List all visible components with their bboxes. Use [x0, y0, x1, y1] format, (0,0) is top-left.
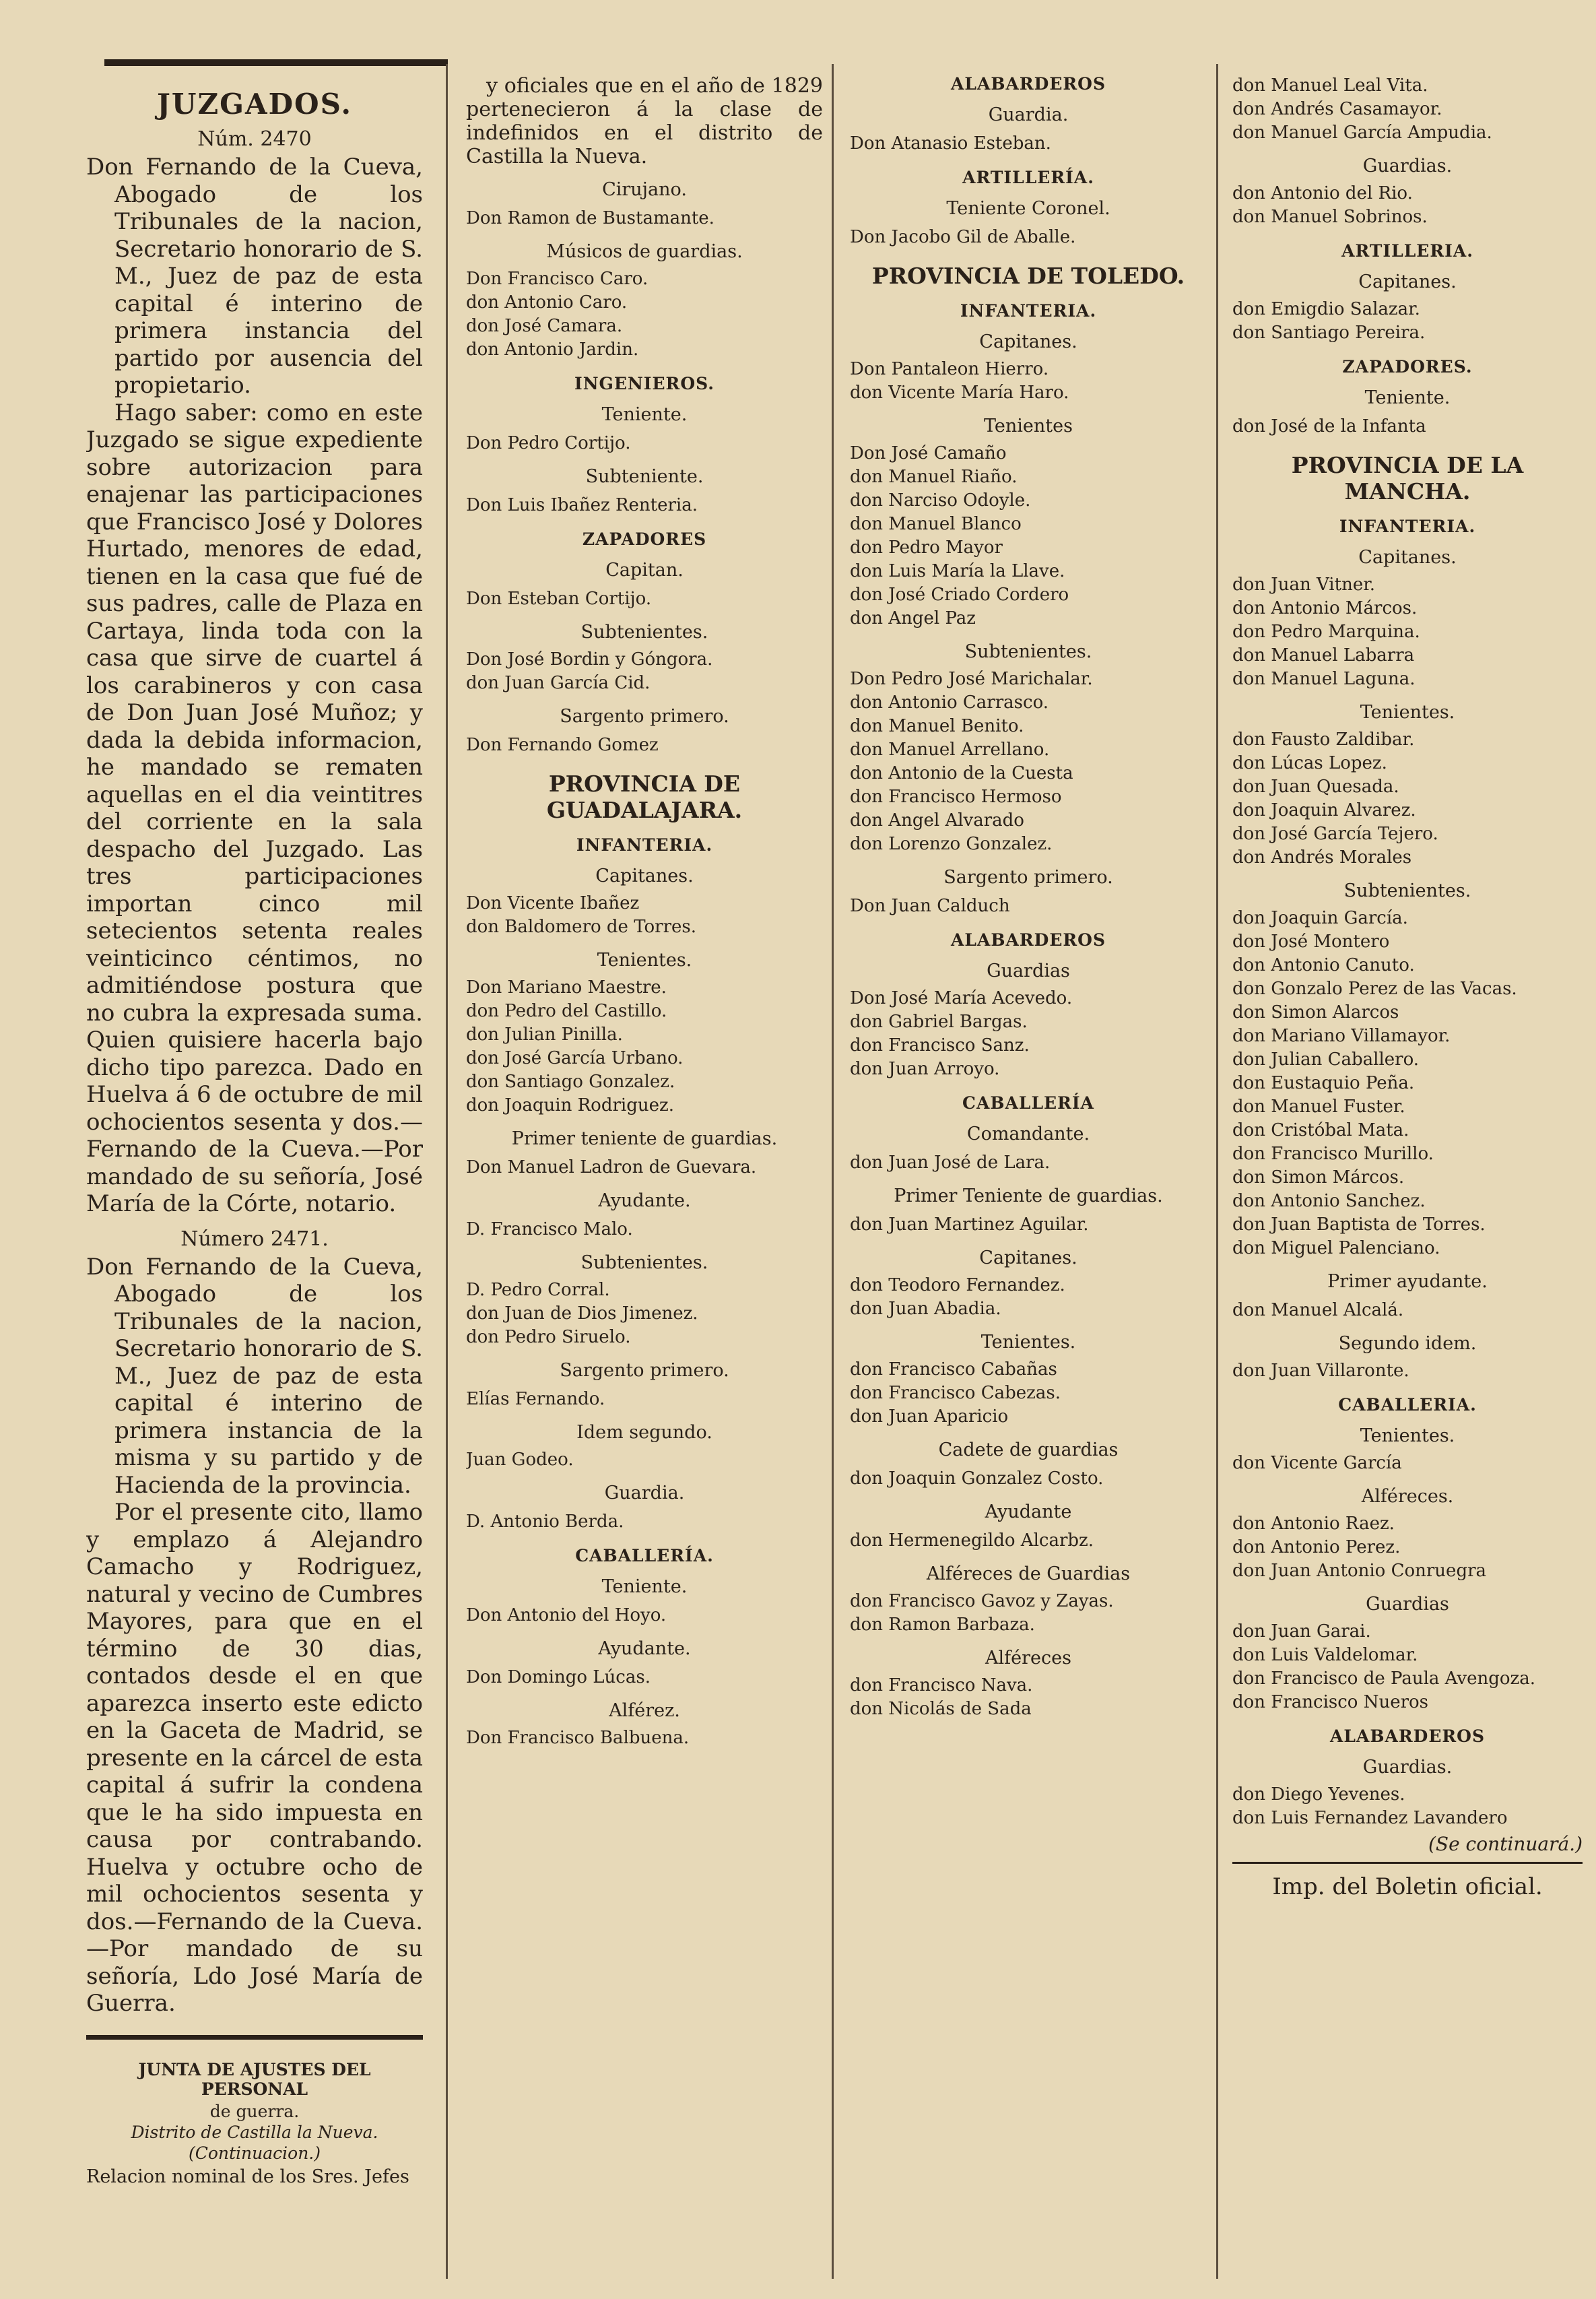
officer-name: Don Pedro José Marichalar. [850, 669, 1093, 689]
officer-name: don Andrés Casamayor. [1232, 99, 1442, 119]
corps-heading: INFANTERIA. [576, 835, 713, 855]
officer-name: don Antonio Canuto. [1232, 955, 1415, 975]
rank-heading: Sargento primero. [560, 706, 729, 727]
officer-name: Don Juan Calduch [850, 896, 1010, 916]
continuation-note: (Se continuará.) [1428, 1833, 1583, 1855]
officer-name: don Francisco Nava. [850, 1675, 1033, 1695]
rank-heading: Capitanes. [979, 1248, 1077, 1268]
rank-heading: Idem segundo. [576, 1422, 712, 1443]
officer-name: Don Pantaleon Hierro. [850, 359, 1049, 379]
officer-name: Don Mariano Maestre. [466, 977, 667, 998]
officer-name: don Andrés Morales [1232, 847, 1412, 868]
officer-name: don Simon Márcos. [1232, 1167, 1405, 1188]
officer-name: don José García Tejero. [1232, 824, 1438, 844]
officer-name: don Antonio Raez. [1232, 1514, 1395, 1534]
column-rule [1216, 64, 1218, 2279]
officer-name: Don Jacobo Gil de Aballe. [850, 227, 1076, 247]
rank-heading: Tenientes. [1360, 1425, 1455, 1446]
province-heading: PROVINCIA DE LA MANCHA. [1291, 452, 1524, 505]
corps-heading: ALABARDEROS [1329, 1726, 1486, 1746]
officer-name: don Luis Fernandez Lavandero [1232, 1808, 1508, 1828]
officer-name: don Antonio Márcos. [1232, 598, 1418, 618]
rank-heading: Guardias [1366, 1594, 1449, 1615]
officer-name: don Emigdio Salazar. [1232, 299, 1420, 319]
officer-name: Juan Godeo. [466, 1450, 574, 1470]
corps-heading: CABALLERÍA. [575, 1546, 714, 1565]
rank-heading: Teniente Coronel. [946, 198, 1110, 219]
officer-name: don José Camara. [466, 316, 623, 336]
rank-heading: Subtenientes. [580, 622, 708, 643]
officer-name: don Manuel Blanco [850, 514, 1022, 534]
rank-heading: Sargento primero. [943, 867, 1113, 888]
officer-name: don Pedro Mayor [850, 538, 1003, 558]
rank-heading: Capitanes. [595, 866, 694, 886]
officer-name: don Joaquin Gonzalez Costo. [850, 1468, 1104, 1489]
officer-name: don Francisco Cabezas. [850, 1383, 1061, 1403]
rank-heading: Primer Teniente de guardias. [894, 1186, 1163, 1206]
section-rule [86, 2035, 423, 2040]
rank-heading: Ayudante. [598, 1190, 691, 1211]
officer-name: don Santiago Pereira. [1232, 323, 1426, 343]
officer-name: don Juan de Dios Jimenez. [466, 1303, 698, 1324]
junta-title: JUNTA DE AJUSTES DEL PERSONAL [138, 2059, 371, 2099]
officer-name: don Juan Abadia. [850, 1299, 1001, 1319]
junta-district: Distrito de Castilla la Nueva. [131, 2122, 378, 2142]
officer-name: don Juan Baptista de Torres. [1232, 1215, 1486, 1235]
corps-heading: ARTILLERIA. [1341, 241, 1473, 261]
rank-heading: Tenientes. [980, 1332, 1076, 1353]
officer-name: D. Pedro Corral. [466, 1280, 610, 1300]
corps-heading: CABALLERIA. [1338, 1395, 1477, 1415]
province-heading: PROVINCIA DE TOLEDO. [871, 263, 1185, 289]
corps-heading: ALABARDEROS [950, 930, 1106, 950]
officer-name: don Francisco Cabañas [850, 1359, 1057, 1380]
edict-body: Por el presente cito, llamo y emplazo á Alejandro Camacho y Rodriguez, natural y vecino de Cumbres Mayores, para que en el término de 30 dias, contados desde el en que aparezca inserto este edicto en la Gaceta de Madrid, se presente en la cárcel de esta capital á sufrir la condena que le ha sido impuesta en causa por contrabando. Huelva y octubre ocho de mil ochocientos sesenta y dos.—Fernando de la Cueva.—Por mandado de su señoría, Ldo José María de Guerra. [86, 1499, 423, 2017]
rank-heading: Tenientes. [1360, 702, 1455, 723]
intro-text: y oficiales que en el año de 1829 pertenecieron á la clase de indefinidos en el distrito de Castilla la Nueva. [466, 74, 823, 168]
officer-name: don José Montero [1232, 932, 1390, 952]
officer-name: don Antonio de la Cuesta [850, 763, 1073, 783]
officer-name: D. Francisco Malo. [466, 1219, 633, 1239]
edict-body: Hago saber: como en este Juzgado se sigue expediente sobre autorizacion para enajenar las participaciones que Francisco José y Dolores Hurtado, menores de edad, tienen en la casa que fué de sus padres, calle de Plaza en Cartaya, linda toda con la casa que sirve de cuartel á los carabineros y con casa de Don Juan José Muñoz; y dada la debida informacion, he mandado se rematen aquellas en el dia veintitres del corriente en la sala despacho del Juzgado. Las tres participaciones importan cinco mil setecientos setenta reales veinticinco céntimos, no admitiéndose postura que no cubra la expresada suma. Quien quisiere hacerla bajo dicho tipo parezca. Dado en Huelva á 6 de octubre de mil ochocientos sesenta y dos.—Fernando de la Cueva.—Por mandado de su señoría, José María de la Córte, notario. [86, 399, 423, 1217]
imprint-rule [1232, 1862, 1583, 1864]
rank-heading: Guardia. [988, 104, 1069, 125]
corps-heading: INGENIEROS. [574, 374, 714, 393]
rank-heading: Alféreces [985, 1648, 1071, 1669]
officer-name: Don José Camaño [850, 443, 1007, 463]
officer-name: don Antonio Sanchez. [1232, 1191, 1426, 1211]
rank-heading: Subtenientes. [1343, 880, 1471, 901]
officer-name: don Antonio Carrasco. [850, 692, 1049, 713]
officer-name: don Luis Valdelomar. [1232, 1645, 1418, 1665]
officer-name: don Joaquin García. [1232, 908, 1408, 928]
edict-number: Número 2471. [180, 1227, 329, 1251]
corps-heading: CABALLERÍA [962, 1093, 1094, 1113]
top-rule [104, 59, 448, 66]
officer-name: don Francisco Sanz. [850, 1035, 1030, 1056]
officer-name: don Manuel Labarra [1232, 645, 1415, 666]
officer-name: don Fausto Zaldibar. [1232, 730, 1415, 750]
province-heading: PROVINCIA DE GUADALAJARA. [546, 771, 743, 823]
officer-name: don Francisco Gavoz y Zayas. [850, 1591, 1114, 1611]
junta-continuation: (Continuacion.) [188, 2143, 321, 2163]
officer-name: don Manuel Laguna. [1232, 669, 1416, 689]
officer-name: don Ramon Barbaza. [850, 1615, 1035, 1635]
officer-name: don Pedro Marquina. [1232, 622, 1420, 642]
officer-name: don Francisco Murillo. [1232, 1144, 1434, 1164]
officer-name: don Angel Paz [850, 608, 976, 628]
edict-heading: Don Fernando de la Cueva, Abogado de los Tribunales de la nacion, Secretario honorario de S. M., Juez de paz de esta capital é interino de primera instancia de la misma y su partido y de Hacienda de la provincia. [86, 1253, 423, 1499]
officer-name: don Antonio del Rio. [1232, 183, 1413, 203]
corps-heading: ARTILLERÍA. [962, 168, 1094, 187]
name-list [466, 267, 823, 362]
rank-heading: Sargento primero. [560, 1360, 729, 1381]
officer-name: Don Esteban Cortijo. [466, 589, 652, 609]
officer-name: Don Fernando Gomez [466, 735, 659, 755]
officer-name: don Manuel Riaño. [850, 467, 1018, 487]
column-4 [1232, 74, 1583, 2286]
section-title: JUZGADOS. [156, 88, 353, 121]
officer-name: don Manuel Arrellano. [850, 740, 1050, 760]
officer-name: don Cristóbal Mata. [1232, 1120, 1409, 1140]
rank-heading: Capitanes. [1358, 547, 1457, 568]
officer-name: Don Atanasio Esteban. [850, 133, 1051, 154]
column-rule [832, 64, 834, 2279]
officer-name: don Eustaquio Peña. [1232, 1073, 1415, 1093]
officer-name: don Juan Vitner. [1232, 575, 1376, 595]
officer-name: don Narciso Odoyle. [850, 490, 1031, 511]
rank-heading: Teniente. [601, 404, 688, 425]
rank-heading: Capitanes. [979, 331, 1077, 352]
officer-name: don Juan Quesada. [1232, 777, 1399, 797]
officer-name: don Juan Villaronte. [1232, 1361, 1409, 1381]
officer-name: Don Antonio del Hoyo. [466, 1605, 667, 1625]
officer-name: don Lorenzo Gonzalez. [850, 834, 1053, 854]
rank-heading: Cirujano. [602, 179, 687, 200]
rank-heading: Primer teniente de guardias. [511, 1128, 778, 1149]
officer-name: don Juan García Cid. [466, 673, 651, 693]
corps-heading: INFANTERIA. [1339, 517, 1476, 536]
officer-name: don Juan Garai. [1232, 1621, 1371, 1642]
officer-name: don José Criado Cordero [850, 585, 1069, 605]
officer-name: Don Ramon de Bustamante. [466, 208, 714, 228]
officer-name: don Manuel Leal Vita. [1232, 75, 1428, 96]
officer-name: don Mariano Villamayor. [1232, 1026, 1451, 1046]
junta-relation: Relacion nominal de los Sres. Jefes [86, 2166, 409, 2187]
column-3 [850, 74, 1207, 2286]
rank-heading: Alférez. [609, 1700, 680, 1721]
junta-subtitle: de guerra. [209, 2101, 300, 2121]
column-rule [446, 64, 448, 2279]
rank-heading: Guardias. [1362, 156, 1453, 176]
officer-name: don Julian Caballero. [1232, 1049, 1420, 1070]
officer-name: don Antonio Jardin. [466, 339, 639, 360]
officer-name: don Lúcas Lopez. [1232, 753, 1387, 773]
officer-name: don Julian Pinilla. [466, 1025, 623, 1045]
rank-heading: Alféreces. [1361, 1486, 1454, 1507]
rank-heading: Guardia. [604, 1483, 685, 1503]
imprint: Imp. del Boletin oficial. [1272, 1873, 1543, 1900]
officer-name: don Pedro del Castillo. [466, 1001, 667, 1021]
rank-heading: Ayudante. [598, 1638, 691, 1659]
column-1 [86, 74, 423, 2286]
rank-heading: Ayudante [985, 1501, 1072, 1522]
officer-name: don Pedro Siruelo. [466, 1327, 631, 1347]
officer-name: don José García Urbano. [466, 1048, 684, 1068]
rank-heading: Teniente. [1364, 387, 1451, 408]
rank-heading: Comandante. [966, 1124, 1090, 1144]
officer-name: don Manuel Fuster. [1232, 1097, 1405, 1117]
officer-name: don Simon Alarcos [1232, 1002, 1399, 1023]
officer-name: don Vicente María Haro. [850, 383, 1069, 403]
officer-name: don Francisco Nueros [1232, 1692, 1429, 1712]
officer-name: don Manuel Alcalá. [1232, 1300, 1404, 1320]
officer-name: don Teodoro Fernandez. [850, 1275, 1065, 1295]
officer-name: don Antonio Caro. [466, 292, 628, 313]
officer-name: don Juan Aparicio [850, 1406, 1009, 1427]
officer-name: Don Pedro Cortijo. [466, 433, 631, 453]
rank-heading: Subtenientes. [580, 1252, 708, 1273]
rank-heading: Subteniente. [585, 466, 704, 487]
officer-name: Elías Fernando. [466, 1389, 605, 1409]
officer-name: don Manuel Sobrinos. [1232, 207, 1428, 227]
rank-heading: Músicos de guardias. [546, 241, 743, 262]
officer-name: don Manuel Benito. [850, 716, 1024, 736]
officer-name: don Hermenegildo Alcarbz. [850, 1530, 1094, 1551]
officer-name: don Francisco Hermoso [850, 787, 1062, 807]
officer-name: don Antonio Perez. [1232, 1537, 1401, 1557]
rank-heading: Tenientes [984, 416, 1073, 436]
officer-name: don Juan Arroyo. [850, 1059, 1000, 1079]
officer-name: Don José María Acevedo. [850, 988, 1073, 1008]
column-2 [466, 74, 823, 2286]
rank-heading: Guardias [987, 961, 1070, 981]
officer-name: don Diego Yevenes. [1232, 1784, 1405, 1805]
officer-name: D. Antonio Berda. [466, 1512, 624, 1532]
corps-heading: ZAPADORES. [1342, 357, 1473, 377]
rank-heading: Segundo idem. [1338, 1333, 1477, 1354]
officer-name: don Nicolás de Sada [850, 1699, 1032, 1719]
rank-heading: Capitanes. [1358, 271, 1457, 292]
rank-heading: Guardias. [1362, 1757, 1453, 1778]
officer-name: don Gabriel Bargas. [850, 1012, 1028, 1032]
officer-name: Don Luis Ibañez Renteria. [466, 495, 698, 515]
corps-heading: ALABARDEROS [950, 74, 1106, 94]
officer-name: Don Manuel Ladron de Guevara. [466, 1157, 757, 1177]
rank-heading: Teniente. [601, 1576, 688, 1597]
officer-name: don Francisco de Paula Avengoza. [1232, 1669, 1535, 1689]
corps-heading: ZAPADORES [582, 529, 707, 549]
officer-name: Don Domingo Lúcas. [466, 1667, 651, 1687]
officer-name: don Luis María la Llave. [850, 561, 1065, 581]
corps-heading: INFANTERIA. [960, 301, 1097, 321]
officer-name: Don Vicente Ibañez [466, 893, 640, 913]
rank-heading: Primer ayudante. [1327, 1271, 1488, 1292]
officer-name: don Juan Antonio Conruegra [1232, 1561, 1487, 1581]
rank-heading: Alféreces de Guardias [926, 1563, 1131, 1584]
officer-name: Don Francisco Balbuena. [466, 1728, 690, 1748]
officer-name: don Miguel Palenciano. [1232, 1238, 1440, 1258]
officer-name: don Baldomero de Torres. [466, 917, 697, 937]
officer-name: don Joaquin Rodriguez. [466, 1095, 674, 1115]
edict-number: Núm. 2470 [197, 127, 312, 151]
officer-name: don José de la Infanta [1232, 416, 1426, 436]
officer-name: don Manuel García Ampudia. [1232, 123, 1492, 143]
rank-heading: Cadete de guardias [938, 1439, 1119, 1460]
officer-name: don Angel Alvarado [850, 810, 1024, 831]
officer-name: Don Francisco Caro. [466, 269, 649, 289]
officer-name: don Joaquin Alvarez. [1232, 800, 1416, 820]
officer-name: don Juan José de Lara. [850, 1153, 1051, 1173]
edict-heading: Don Fernando de la Cueva, Abogado de los Tribunales de la nacion, Secretario honorario de S. M., Juez de paz de esta capital é interino de primera instancia del partido por ausencia del propietario. [86, 154, 423, 399]
officer-name: Don José Bordin y Góngora. [466, 649, 713, 670]
officer-name: don Juan Martinez Aguilar. [850, 1215, 1089, 1235]
officer-name: don Gonzalo Perez de las Vacas. [1232, 979, 1517, 999]
officer-name: don Vicente García [1232, 1453, 1402, 1473]
officer-name: don Santiago Gonzalez. [466, 1072, 675, 1092]
rank-heading: Subtenientes. [964, 641, 1092, 662]
rank-heading: Capitan. [605, 560, 684, 581]
rank-heading: Tenientes. [597, 950, 692, 971]
